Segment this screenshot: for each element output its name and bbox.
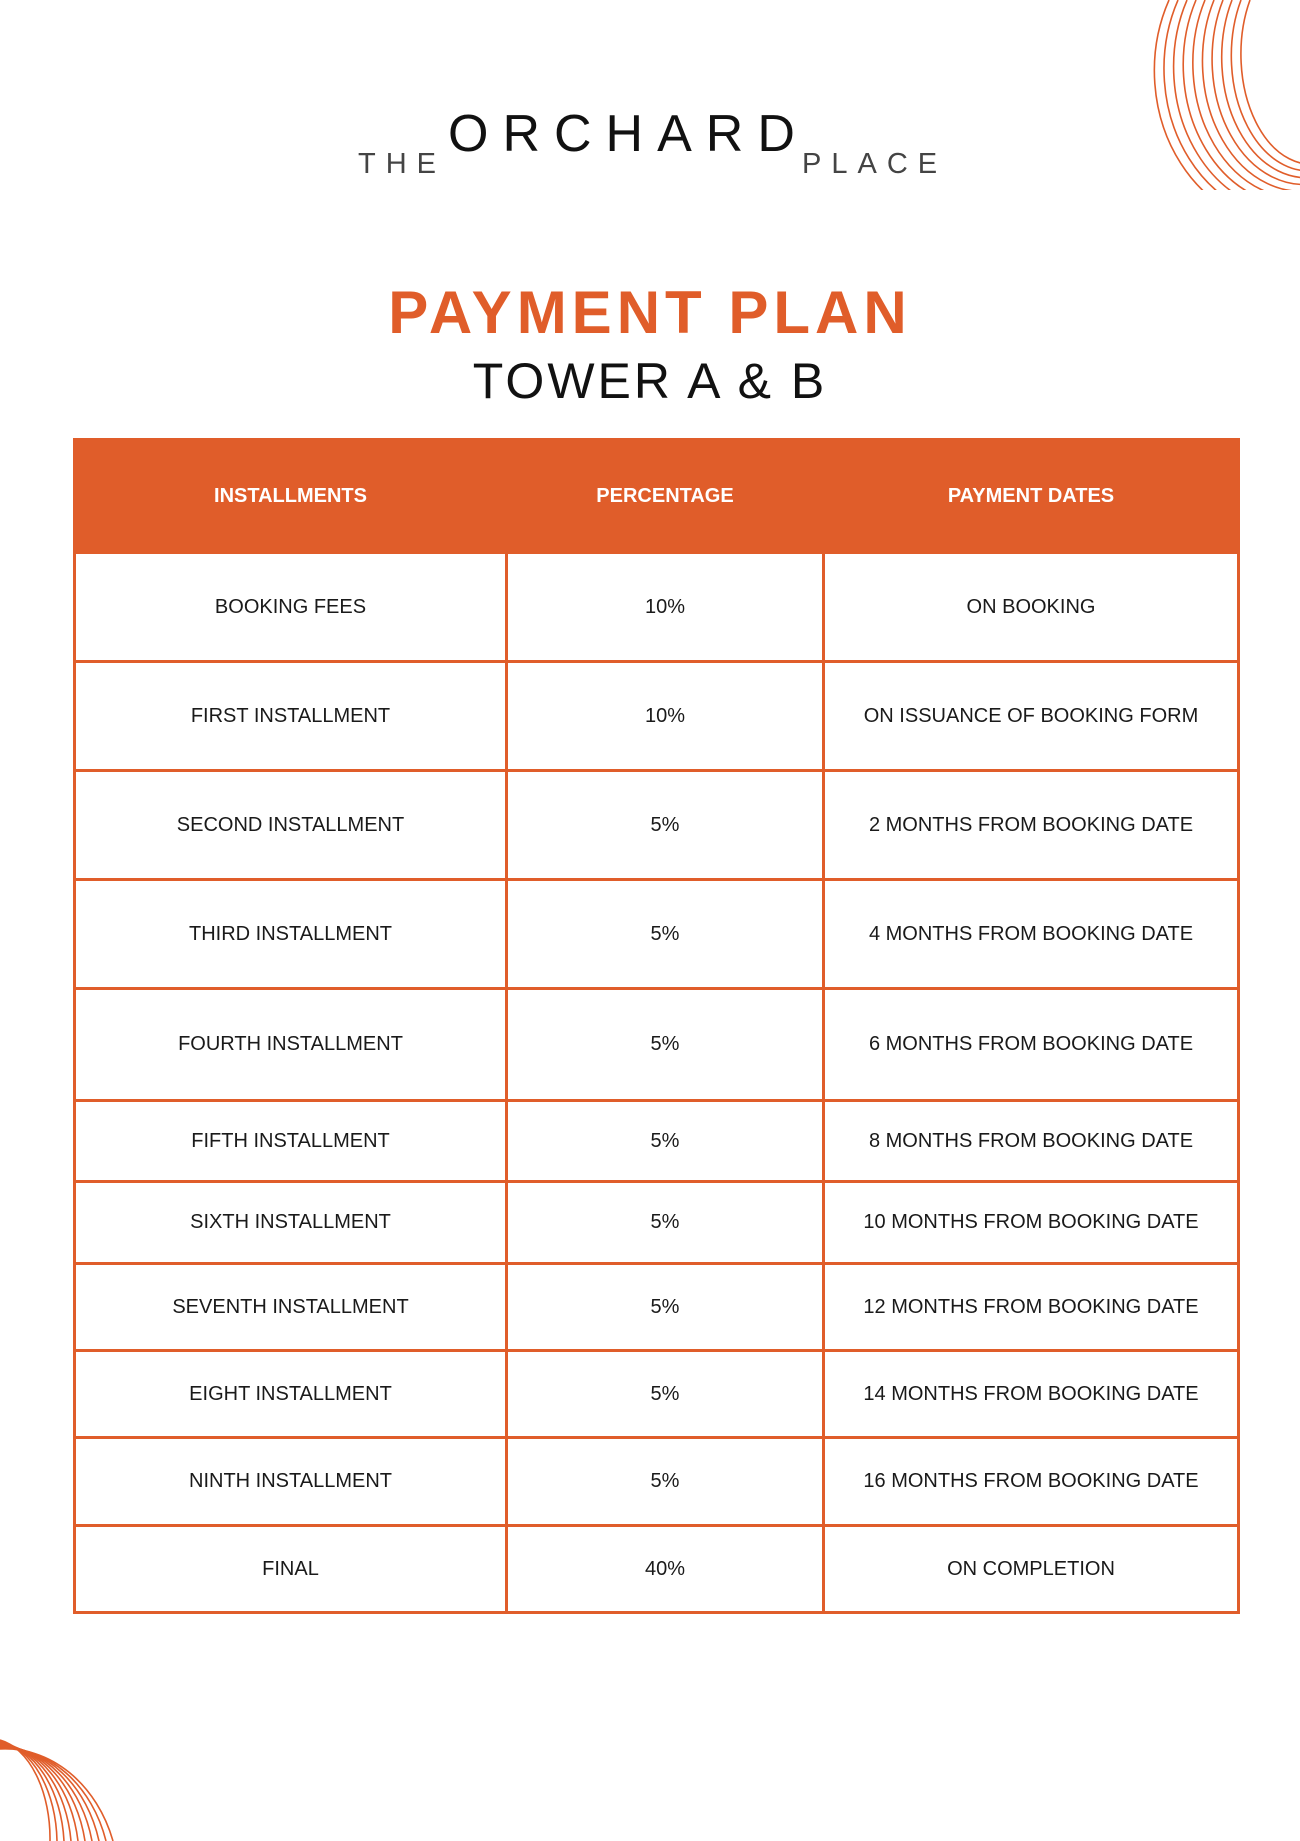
- brand-logo: [0, 100, 1300, 190]
- cell-installment: BOOKING FEES: [75, 553, 507, 662]
- cell-percentage: 5%: [507, 1438, 824, 1526]
- cell-payment-date: 6 MONTHS FROM BOOKING DATE: [824, 989, 1239, 1101]
- cell-percentage: 5%: [507, 989, 824, 1101]
- cell-installment: FIRST INSTALLMENT: [75, 662, 507, 771]
- cell-percentage: 10%: [507, 662, 824, 771]
- cell-payment-date: 12 MONTHS FROM BOOKING DATE: [824, 1264, 1239, 1351]
- cell-percentage: 5%: [507, 1101, 824, 1182]
- table-row: [75, 1438, 1239, 1526]
- page-subtitle: TOWER A & B: [472, 353, 828, 409]
- cell-percentage: 5%: [507, 771, 824, 880]
- table-row: [75, 989, 1239, 1101]
- header-payment-dates: PAYMENT DATES: [824, 440, 1239, 553]
- cell-installment: FOURTH INSTALLMENT: [75, 989, 507, 1101]
- table-row: [75, 880, 1239, 989]
- decorative-arcs-bottom-left: [0, 1660, 130, 1841]
- cell-percentage: 5%: [507, 1182, 824, 1264]
- cell-payment-date: 8 MONTHS FROM BOOKING DATE: [824, 1101, 1239, 1182]
- table-row: [75, 1526, 1239, 1613]
- cell-percentage: 5%: [507, 1264, 824, 1351]
- header-installments: INSTALLMENTS: [75, 440, 507, 553]
- table-row: [75, 1351, 1239, 1438]
- cell-payment-date: 16 MONTHS FROM BOOKING DATE: [824, 1438, 1239, 1526]
- cell-installment: FINAL: [75, 1526, 507, 1613]
- cell-percentage: 10%: [507, 553, 824, 662]
- cell-payment-date: 2 MONTHS FROM BOOKING DATE: [824, 771, 1239, 880]
- cell-installment: SECOND INSTALLMENT: [75, 771, 507, 880]
- logo-place: PLACE: [802, 148, 948, 180]
- logo-the: THE: [358, 148, 446, 180]
- cell-installment: THIRD INSTALLMENT: [75, 880, 507, 989]
- cell-payment-date: ON COMPLETION: [824, 1526, 1239, 1613]
- table-row: [75, 1182, 1239, 1264]
- cell-payment-date: ON BOOKING: [824, 553, 1239, 662]
- table-row: [75, 662, 1239, 771]
- cell-payment-date: 4 MONTHS FROM BOOKING DATE: [824, 880, 1239, 989]
- page-title: PAYMENT PLAN: [388, 279, 912, 346]
- cell-percentage: 40%: [507, 1526, 824, 1613]
- table-header-row: [75, 440, 1239, 553]
- header-percentage: PERCENTAGE: [507, 440, 824, 553]
- cell-installment: NINTH INSTALLMENT: [75, 1438, 507, 1526]
- logo-orchard: ORCHARD: [448, 105, 809, 163]
- cell-payment-date: 14 MONTHS FROM BOOKING DATE: [824, 1351, 1239, 1438]
- table-row: [75, 1264, 1239, 1351]
- table-row: [75, 1101, 1239, 1182]
- table-row: [75, 553, 1239, 662]
- cell-installment: FIFTH INSTALLMENT: [75, 1101, 507, 1182]
- cell-installment: SEVENTH INSTALLMENT: [75, 1264, 507, 1351]
- cell-payment-date: ON ISSUANCE OF BOOKING FORM: [824, 662, 1239, 771]
- cell-percentage: 5%: [507, 880, 824, 989]
- cell-percentage: 5%: [507, 1351, 824, 1438]
- table-row: [75, 771, 1239, 880]
- cell-installment: EIGHT INSTALLMENT: [75, 1351, 507, 1438]
- cell-payment-date: 10 MONTHS FROM BOOKING DATE: [824, 1182, 1239, 1264]
- payment-plan-table: [73, 438, 1240, 1614]
- cell-installment: SIXTH INSTALLMENT: [75, 1182, 507, 1264]
